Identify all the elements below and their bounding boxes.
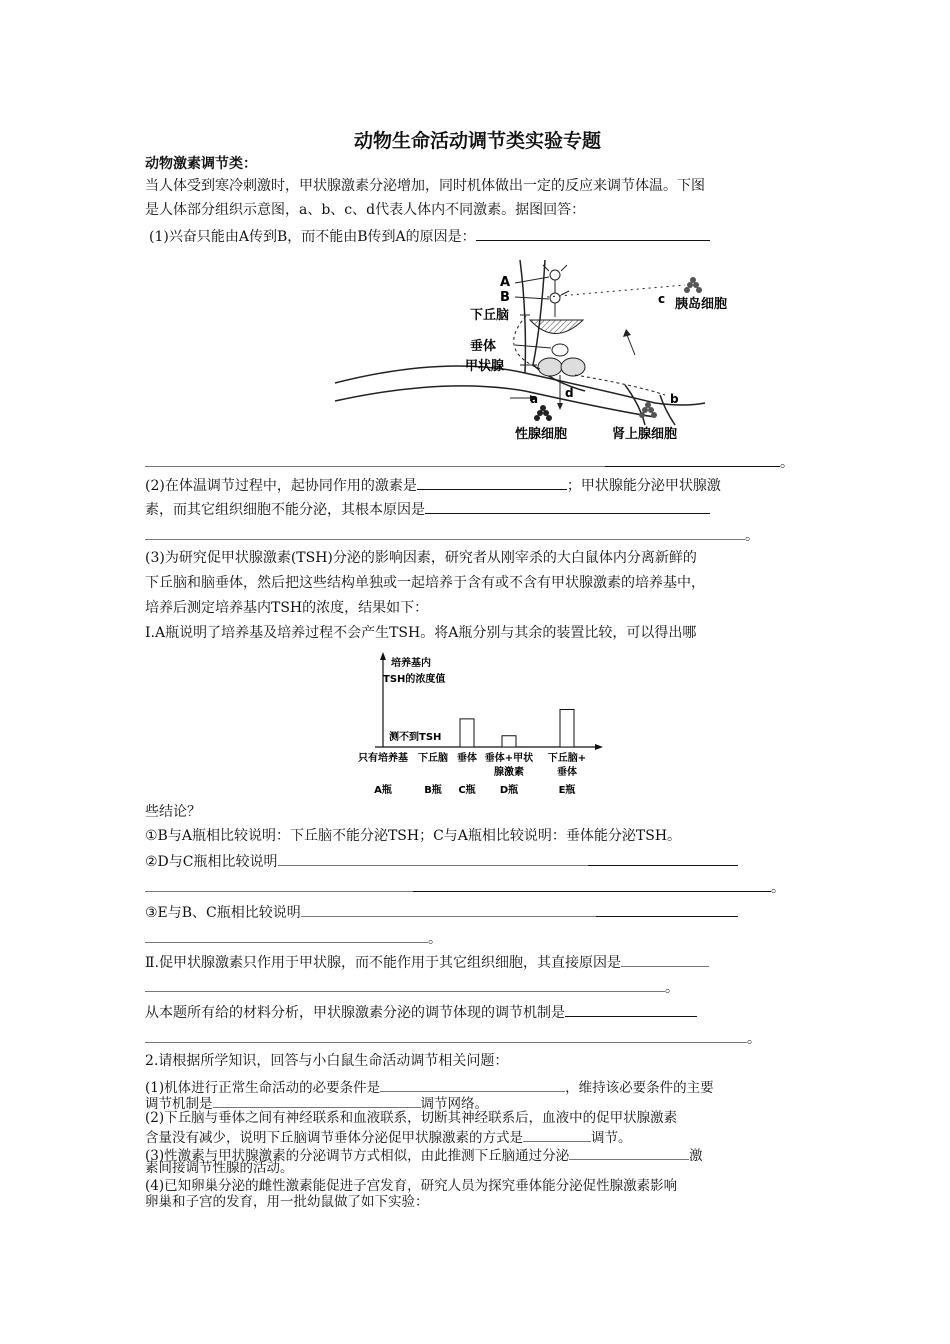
- bottle-label: E瓶: [558, 785, 576, 796]
- part-2-q1-line-2: [145, 1092, 488, 1112]
- label-A: A: [500, 275, 511, 290]
- question-3-item-1: ①B与A瓶相比较说明：下丘脑不能分泌TSH；C与A瓶相比较说明：垂体能分泌TSH。: [145, 828, 682, 844]
- label-adrenal-cell: 肾上腺细胞: [612, 427, 678, 442]
- label-pituitary: 垂体: [470, 339, 497, 354]
- label-hypothalamus: 下丘脑: [470, 308, 510, 323]
- bar: [502, 736, 516, 747]
- label-gonad-cell: 性腺细胞: [515, 427, 568, 442]
- question-2-line-1: [145, 474, 721, 496]
- label-d: d: [565, 386, 574, 400]
- answer-line-3: [145, 876, 785, 898]
- y-axis-label-1: 培养基内: [391, 658, 431, 669]
- label-c: c: [658, 292, 666, 306]
- cell-cluster-icon: [534, 405, 552, 421]
- part-2-q2-text-cont: 调节。: [591, 1130, 632, 1146]
- question-3-item-2: [145, 850, 738, 872]
- question-2-line-2: [145, 498, 710, 520]
- bar: [460, 719, 474, 747]
- question-1: [149, 225, 710, 247]
- question-2-text-cont: ；甲状腺能分泌甲状腺激: [566, 478, 721, 494]
- answer-blank[interactable]: [145, 876, 413, 892]
- intro-line-1: 当人体受到寒冷刺激时，甲状腺激素分泌增加，同时机体做出一定的反应来调节体温。下图: [145, 178, 705, 194]
- category-label: 垂体: [457, 753, 477, 764]
- answer-blank[interactable]: [145, 524, 745, 540]
- part-2-q4-line-2: 卵巢和子宫的发育，用一批幼鼠做了如下实验：: [145, 1194, 429, 1210]
- category-label: 下丘脑: [418, 753, 448, 764]
- page-title: 动物生命活动调节类实验专题: [353, 130, 601, 152]
- answer-blank[interactable]: [145, 1027, 747, 1043]
- part-2-q4-line-1: (4)已知卵巢分泌的雌性激素能促进子宫发育，研究人员为探究垂体能分泌促性腺激素影响: [145, 1178, 678, 1194]
- answer-blank[interactable]: [278, 850, 588, 866]
- question-3-line-1: (3)为研究促甲状腺激素(TSH)分泌的影响因素，研究者从刚宰杀的大白鼠体内分离新鲜的: [145, 550, 697, 566]
- label-a: a: [530, 392, 539, 406]
- question-3-line-3: 培养后测定培养基内TSH的浓度，结果如下：: [145, 600, 429, 616]
- question-3-item-2-text: ②D与C瓶相比较说明: [145, 854, 278, 870]
- answer-blank[interactable]: [213, 1092, 421, 1108]
- answer-line-1: [145, 451, 794, 473]
- period: 。: [745, 528, 759, 544]
- part-2-q3-text: (3)性激素与甲状腺激素的分泌调节方式相似，由此推测下丘脑通过分泌: [145, 1148, 570, 1164]
- answer-blank[interactable]: [301, 901, 596, 917]
- cell-cluster-icon: [684, 277, 702, 293]
- part-2-q1-text-cont: 调节网络。: [420, 1096, 488, 1112]
- bottle-label: D瓶: [499, 785, 519, 796]
- bottle-label: C瓶: [458, 785, 476, 796]
- part-2-q2-text: 含量没有减少，说明下丘脑调节垂体分泌促甲状腺激素的方式是: [145, 1130, 523, 1146]
- thyroid-icon: [538, 358, 585, 376]
- part-2-q3-line-2: 素间接调节性腺的活动。: [145, 1160, 294, 1176]
- answer-blank[interactable]: [145, 976, 665, 992]
- intro-line-2: 是人体部分组织示意图，a、b、c、d代表人体内不同激素。据图回答：: [145, 202, 586, 218]
- period: 。: [771, 880, 785, 896]
- bottle-label: B瓶: [424, 785, 442, 796]
- y-axis-label-2: TSH的浓度值: [383, 674, 446, 685]
- category-label: 垂体+甲状: [484, 753, 534, 764]
- question-3-mechanism-text: 从本题所有给的材料分析，甲状腺激素分泌的调节体现的调节机制是: [145, 1005, 565, 1021]
- question-3-mechanism: [145, 1001, 697, 1023]
- part-2-q3-text-cont: 激: [689, 1148, 703, 1164]
- part-2-q2-line-2: [145, 1126, 632, 1146]
- bottle-label: A瓶: [374, 785, 392, 796]
- answer-blank[interactable]: [588, 850, 738, 866]
- question-3-part-I: Ⅰ.A瓶说明了培养基及培养过程不会产生TSH。将A瓶分别与其余的装置比较，可以得出哪: [145, 625, 697, 641]
- period: 。: [780, 455, 794, 471]
- question-1-text: (1)兴奋只能由A传到B，而不能由B传到A的原因是：: [149, 229, 476, 245]
- label-b: b: [670, 392, 679, 406]
- answer-blank[interactable]: [145, 451, 605, 467]
- category-label: 下丘脑+: [547, 753, 587, 764]
- answer-blank[interactable]: [621, 951, 709, 967]
- answer-line-4: [145, 927, 442, 949]
- answer-blank[interactable]: [145, 927, 428, 943]
- question-3-part-II: [145, 951, 709, 973]
- category-label: 只有培养基: [358, 753, 408, 764]
- x-axis-arrow: [595, 744, 603, 750]
- answer-line-5: [145, 976, 679, 998]
- tissue-diagram: [315, 255, 745, 445]
- question-2-text: 素，而其它组织细胞不能分泌，其根本原因是: [145, 502, 425, 518]
- question-3-item-3: [145, 901, 738, 923]
- answer-blank[interactable]: [523, 1126, 591, 1142]
- answer-line-6: [145, 1027, 761, 1049]
- answer-line-2: [145, 524, 759, 546]
- label-islet-cell: 胰岛细胞: [675, 297, 728, 312]
- category-label: 腺激素: [494, 767, 524, 778]
- question-3-part-II-text: Ⅱ.促甲状腺激素只作用于甲状腺，而不能作用于其它组织细胞，其直接原因是: [145, 955, 621, 971]
- question-2-text: (2)在体温调节过程中，起协同作用的激素是: [145, 478, 417, 494]
- bar: [560, 710, 574, 748]
- question-3-item-3-text: ③E与B、C瓶相比较说明: [145, 905, 301, 921]
- answer-blank[interactable]: [413, 876, 771, 892]
- tsh-bar-chart: [355, 650, 755, 800]
- answer-blank[interactable]: [596, 901, 738, 917]
- answer-blank[interactable]: [380, 1076, 565, 1092]
- category-label: 垂体: [557, 767, 577, 778]
- neuron-icon: [543, 265, 569, 317]
- part-2-intro: 2.请根据所学知识，回答与小白鼠生命活动调节相关问题：: [145, 1053, 509, 1069]
- part-2-q1-text: (1)机体进行正常生命活动的必要条件是: [145, 1080, 381, 1096]
- label-thyroid: 甲状腺: [465, 359, 505, 374]
- question-3-line-2: 下丘脑和脑垂体，然后把这些结构单独或一起培养于含有或不含有甲状腺激素的培养基中，: [145, 575, 705, 591]
- period: 。: [747, 1031, 761, 1047]
- section-heading: 动物激素调节类：: [145, 156, 257, 172]
- baseline-label: 测不到TSH: [389, 732, 442, 743]
- question-3-conclusion: 些结论？: [145, 804, 201, 820]
- period: 。: [428, 931, 442, 947]
- answer-blank[interactable]: [417, 474, 567, 490]
- answer-blank[interactable]: [476, 225, 710, 241]
- part-2-q1-text-cont: ，维持该必要条件的主要: [565, 1080, 714, 1096]
- answer-blank[interactable]: [425, 498, 710, 514]
- answer-blank[interactable]: [565, 1001, 697, 1017]
- part-2-q1-text: 调节机制是: [145, 1096, 213, 1112]
- y-axis-arrow: [380, 652, 386, 660]
- part-2-q2-line-1: (2)下丘脑与垂体之间有神经联系和血液联系，切断其神经联系后，血液中的促甲状腺激素: [145, 1110, 678, 1126]
- period: 。: [665, 980, 679, 996]
- answer-blank[interactable]: [605, 451, 780, 467]
- label-B: B: [500, 290, 510, 305]
- answer-blank[interactable]: [569, 1144, 689, 1160]
